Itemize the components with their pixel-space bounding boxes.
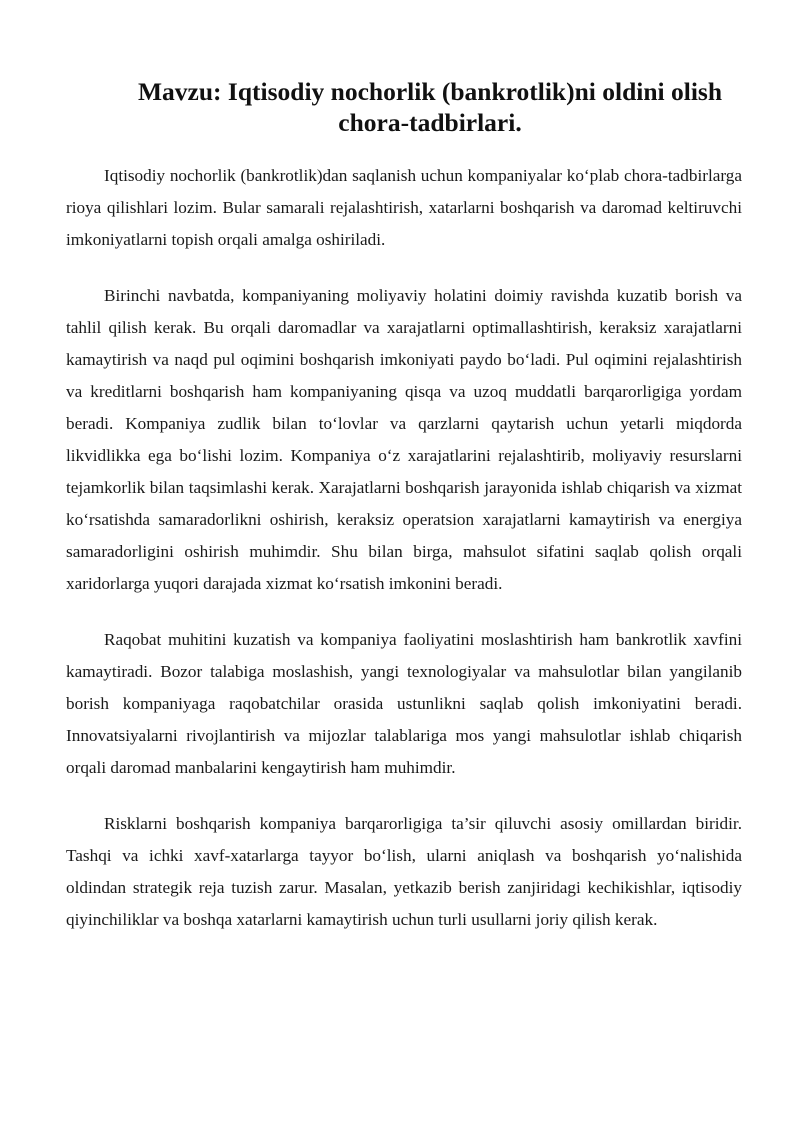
paragraph-1: Iqtisodiy nochorlik (bankrotlik)dan saqlanish uchun kompaniyalar ko‘plab chora-tadbirlarga rioya qilishlari lozim. Bular samarali rejalashtirish, xatarlarni boshqarish va daromad keltiruvchi imkoniyatlarni topish orqali amalga oshiriladi. [66,166,742,249]
document-title: Mavzu: Iqtisodiy nochorlik (bankrotlik)ni oldini olish chora-tadbirlari. [137,77,723,137]
paragraph-4: Risklarni boshqarish kompaniya barqarorligiga ta’sir qiluvchi asosiy omillardan biridir. Tashqi va ichki xavf-xatarlarga tayyor bo‘lish, ularni aniqlash va boshqarish yo‘nalishida oldindan strategik reja tuzish zarur. Masalan, yetkazib berish zanjiridagi kechikishlar, iqtisodiy qiyinchiliklar va boshqa xatarlarni kamaytirish uchun turli usullarni joriy qilish kerak. [66,814,742,929]
paragraph-2: Birinchi navbatda, kompaniyaning moliyaviy holatini doimiy ravishda kuzatib borish va tahlil qilish kerak. Bu orqali daromadlar va xarajatlarni optimallashtirish, keraksiz xarajatlarni kamaytirish va naqd pul oqimini boshqarish imkoniyati paydo bo‘ladi. Pul oqimini rejalashtirish va kreditlarni boshqarish ham kompaniyaning qisqa va uzoq muddatli barqarorligiga yordam beradi. Kompaniya zudlik bilan to‘lovlar va qarzlarni qaytarish uchun yetarli miqdorda likvidlikka ega bo‘lishi lozim. Kompaniya o‘z xarajatlarini rejalashtirib, moliyaviy resurslarni tejamkorlik bilan taqsimlashi kerak. Xarajatlarni boshqarish jarayonida ishlab chiqarish va xizmat ko‘rsatishda samaradorlikni oshirish, keraksiz operatsion xarajatlarni kamaytirish va energiya samaradorligini oshirish muhimdir. Shu bilan birga, mahsulot sifatini saqlab qolish orqali xaridorlarga yuqori darajada xizmat ko‘rsatish imkonini beradi. [66,286,742,593]
paragraph-3: Raqobat muhitini kuzatish va kompaniya faoliyatini moslashtirish ham bankrotlik xavfini kamaytiradi. Bozor talabiga moslashish, yangi texnologiyalar va mahsulotlar bilan yangilanib borish kompaniyaga raqobatchilar orasida ustunlikni saqlab qolish imkoniyatini beradi. Innovatsiyalarni rivojlantirish va mijozlar talablariga mos yangi mahsulotlar ishlab chiqarish orqali daromad manbalarini kengaytirish ham muhimdir. [66,630,742,777]
